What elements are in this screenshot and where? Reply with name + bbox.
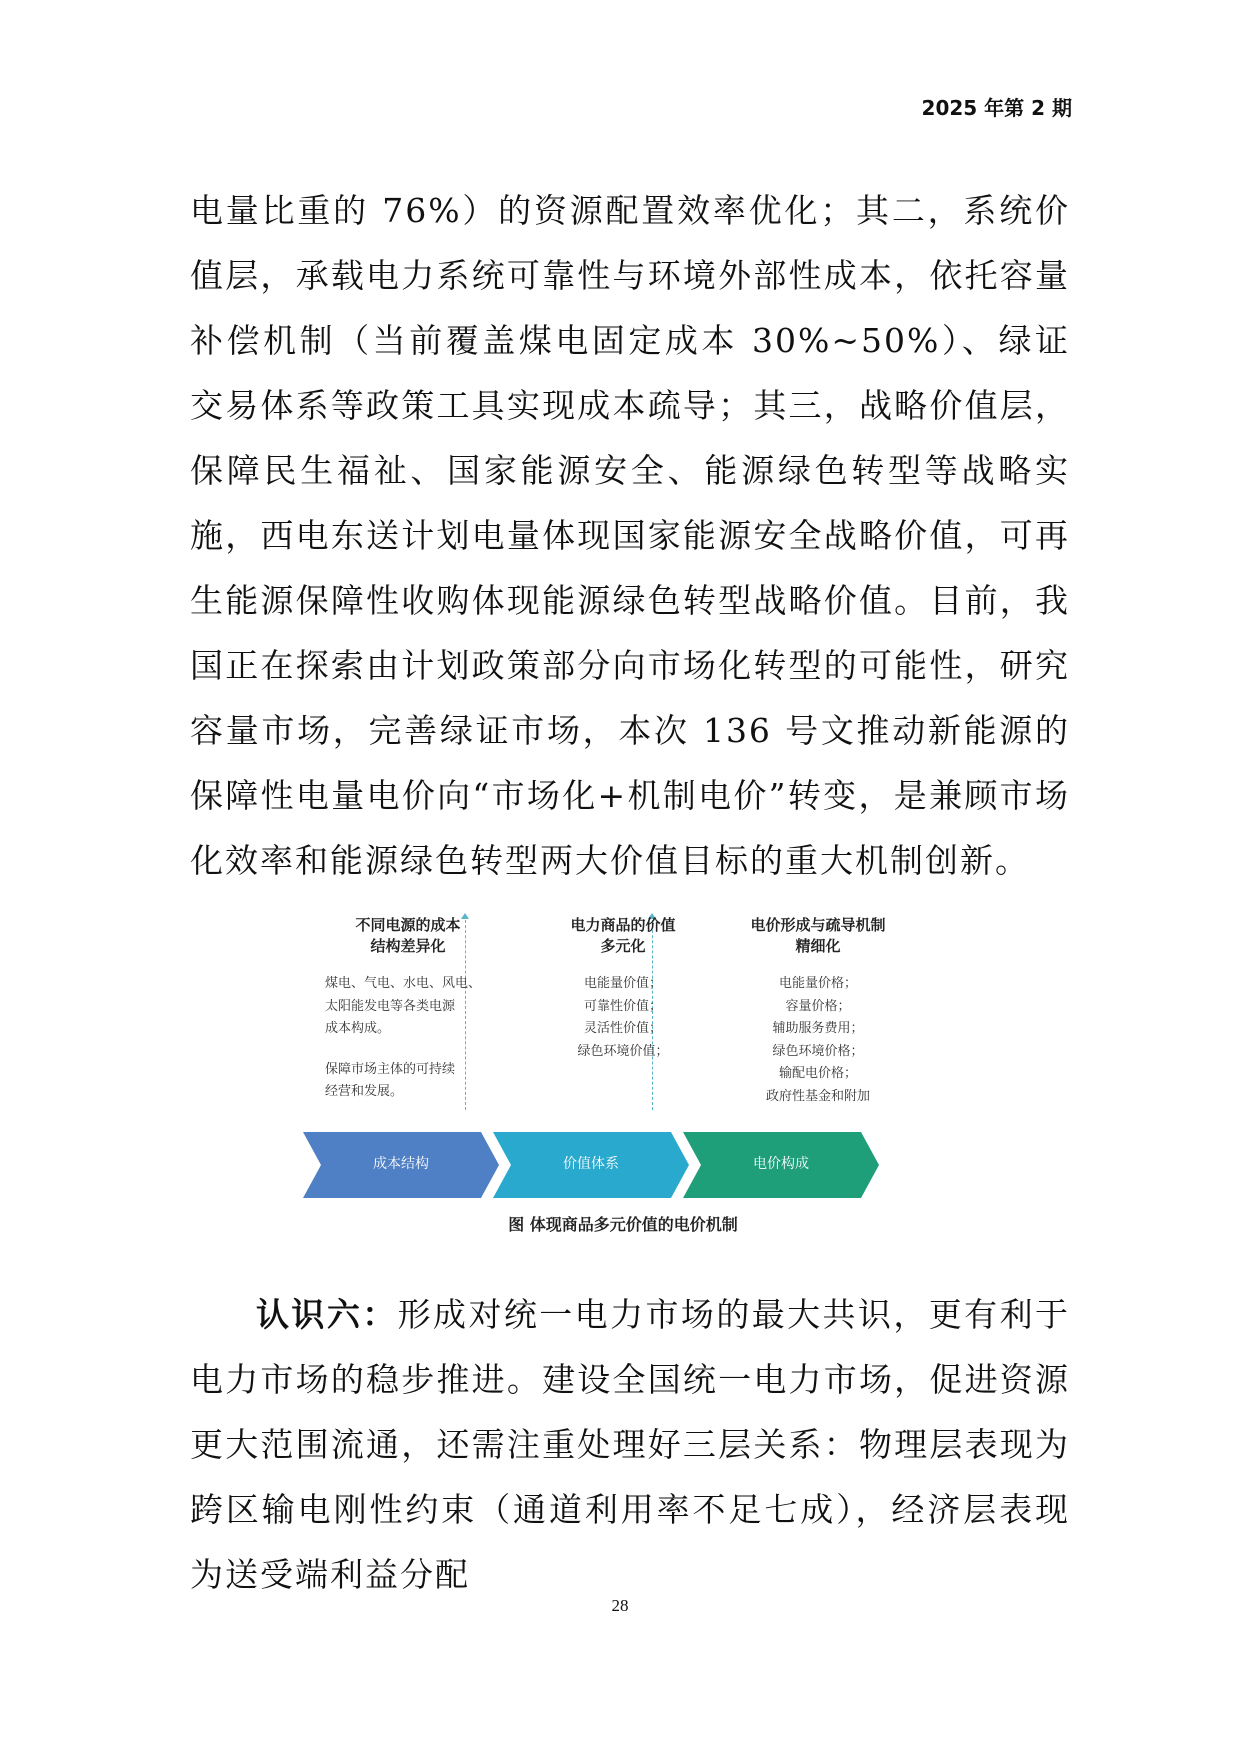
paragraph-text: 形成对统一电力市场的最大共识，更有利于电力市场的稳步推进。建设全国统一电力市场，促进资源更大范围流通，还需注重处理好三层关系：物理层表现为跨区输电刚性约束（通道利用率不足七成），经济层表现为送受端利益分配 xyxy=(190,1295,1071,1594)
figure-column-value xyxy=(528,915,718,1063)
arrow-label-price: 电价构成 xyxy=(753,1156,809,1172)
column-title-line: 多元化 xyxy=(600,937,646,955)
figure-column-cost xyxy=(313,915,503,1104)
figure-column-price xyxy=(723,915,913,1108)
figure xyxy=(303,915,943,1233)
list-item: 绿色环境价值； xyxy=(577,1043,669,1059)
column-title xyxy=(723,915,913,957)
list-item: 电能量价格； xyxy=(778,976,857,991)
column-title xyxy=(313,915,503,957)
list-item: 电能量价值； xyxy=(583,976,662,991)
arrow-label-cost: 成本结构 xyxy=(373,1156,429,1172)
list-item: 辅助服务费用； xyxy=(772,1021,864,1036)
list-item: 保障市场主体的可持续 xyxy=(325,1061,456,1077)
column-title-line: 电价形成与疏导机制 xyxy=(750,916,886,934)
list-item: 煤电、气电、水电、风电、 xyxy=(325,976,482,991)
column-items xyxy=(313,973,503,1104)
list-item: 太阳能发电等各类电源 xyxy=(325,998,456,1014)
figure-caption: 图 体现商品多元价值的电价机制 xyxy=(508,1215,738,1234)
list-item-spacer xyxy=(325,1041,503,1059)
page-number: 28 xyxy=(611,1596,629,1615)
list-item: 灵活性价值； xyxy=(583,1021,662,1036)
body-paragraph-2 xyxy=(190,1282,1070,1607)
column-items xyxy=(528,973,718,1063)
list-item: 政府性基金和附加 xyxy=(765,1088,870,1104)
arrow-row xyxy=(303,1130,943,1200)
column-items xyxy=(723,973,913,1108)
paragraph-lead: 认识六： xyxy=(256,1295,398,1334)
list-item: 经营和发展。 xyxy=(325,1084,404,1099)
body-paragraph-1: 电量比重的 76%）的资源配置效率优化；其二，系统价值层，承载电力系统可靠性与环境外部性成本，依托容量补偿机制（当前覆盖煤电固定成本 30%~50%）、绿证交易体系等政策工具实现成本疏导；其三，战略价值层，保障民生福祉、国家能源安全、能源绿色转型等战略实施，西电东送计划电量体现国家能源安全战略价值，可再生能源保障性收购体现能源绿色转型战略价值。目前，我国正在探索由计划政策部分向市场化转型的可能性，研究容量市场，完善绿证市场，本次 136 号文推动新能源的保障性电量电价向“市场化+机制电价”转变，是兼顾市场化效率和能源绿色转型两大价值目标的重大机制创新。 xyxy=(190,191,1070,880)
column-title-line: 电力商品的价值 xyxy=(570,916,676,934)
arrow-label-value: 价值体系 xyxy=(563,1156,619,1172)
issue-label: 2025 年第 2 期 xyxy=(921,96,1072,120)
list-item: 成本构成。 xyxy=(325,1021,391,1036)
list-item: 绿色环境价格； xyxy=(772,1043,864,1059)
column-title-line: 结构差异化 xyxy=(370,937,446,955)
column-title-line: 不同电源的成本 xyxy=(355,916,461,934)
column-title-line: 精细化 xyxy=(795,937,841,955)
column-title xyxy=(528,915,718,957)
list-item: 输配电价格； xyxy=(778,1066,857,1081)
list-item: 可靠性价值； xyxy=(583,998,662,1014)
list-item: 容量价格； xyxy=(785,998,851,1014)
